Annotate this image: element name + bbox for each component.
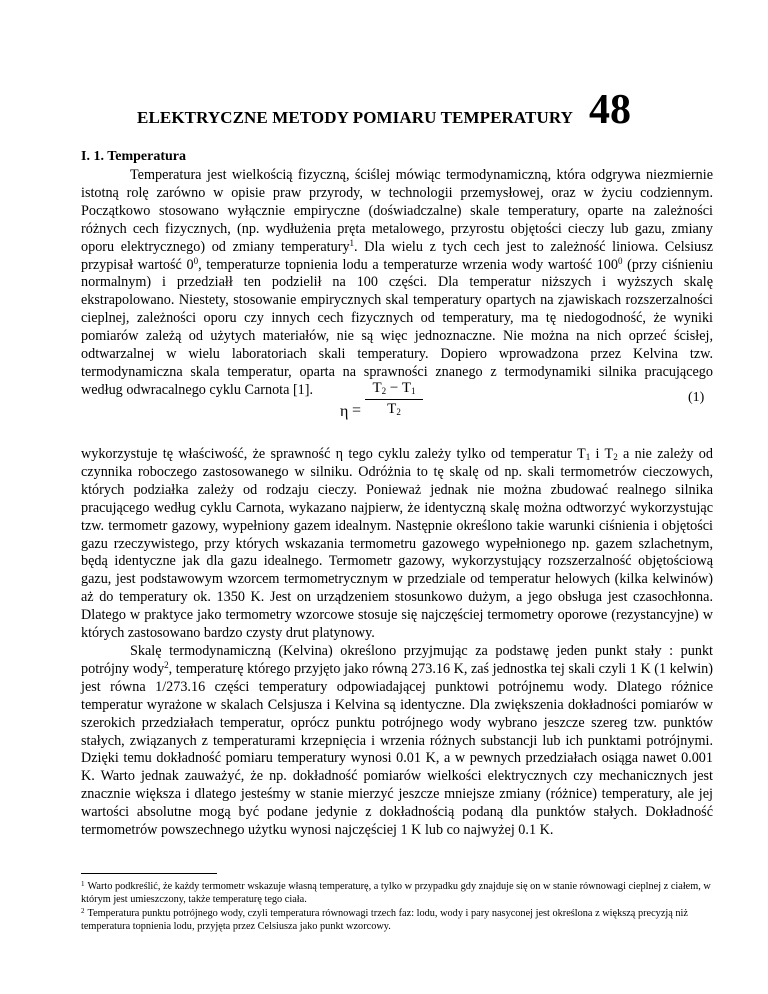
eq-symbol: − T [386,380,412,396]
eq-symbol: T [387,401,397,417]
text-run: (przy ciśnieniu normalnym) i przedziałł ten podzielił na 100 części. Dla temperatur niższych i wyższych skalę ekstrapolowano. Niestety, stosowanie empirycznych skal temperatury opartych na zjawiskach rozszerzalności cieplnej, zależności oporu czy innych cech fizycznych od temperatury, ma tę niedogodność, że wyniki pomiarów zależą od użytych materiałów, nie są więc jednoznaczne. Nie można na nich oprzeć ścisłej, odtwarzalnej w wielu laboratoriach skali temperatury. Dopiero wprowadzona przez Kelvina tzw. termodynamiczna skala temperatur, oparta na sprawności znanego z termodynamiki silnika pracującego według odwracalnego cyklu Carnota [1]. [81,256,713,398]
footnote-divider [81,873,217,874]
text-run: wykorzystuje tę właściwość, że sprawność η tego cyklu zależy tylko od temperatur T [81,446,586,462]
equation-equals: = [352,402,362,419]
paragraph-1 [81,167,713,400]
eq-symbol: T [372,380,382,396]
text-run: , temperaturze topnienia lodu a temperaturze wrzenia wody wartość 100 [198,256,618,273]
paragraph-2-text [81,446,713,643]
chapter-number: 48 [588,87,631,133]
degree-mark: 0 [617,255,623,266]
paragraph-2-3 [81,446,713,840]
footnote-text: Temperatura punktu potrójnego wody, czyli temperatura równowagi trzech faz: lodu, wody i pary nasyconej jest określona z większą precyzją niż temperatura topnienia lodu, przyjęta przez Celsiusza jako punkt wzorcowy. [81,907,688,933]
text-run: Skalę termodynamiczną (Kelvina) określono przyjmując za podstawę jeden punkt stały : punkt potrójny wody [81,642,713,677]
paragraph-1-text [81,167,713,400]
equation-denominator [364,401,424,418]
section-heading: I. 1. Temperatura [81,149,186,164]
text-run: Temperatura jest wielkością fizyczną, ściślej mówiąc termodynamiczną, która odgrywa niezmiernie istotną rolę zarówno w opisie praw przyrody, w technologii przemysłowej, oraz w życiu codziennym. Początkowo stosowano wyłącznie empiryczne (doświadczalne) skale temperatury, oparte na zależności różnych cech fizycznych, (np. wydłużenia pręta metalowego, przyrostu objętości cieczy lub gazu, zmiany oporu elektrycznego) od zmiany temperatury [81,167,713,255]
footnotes [81,880,713,934]
fraction-bar [365,399,423,400]
page-title: ELEKTRYCZNE METODY POMIARU TEMPERATURY [137,108,573,127]
footnote-1 [81,880,713,907]
title-row [0,86,768,134]
equation-numerator [364,380,424,397]
text-run: , temperaturę którego przyjęto jako równą 273.16 K, zaś jednostka tej skali czyli 1 K (1 kelwin) jest równa 1/273.16 części temperatury odpowiadającej punktowi potrójnemu wody. Dlatego różnice temperatur wyrażone w skalach Celsjusza i Kelvina są identyczne. Dla zwiększenia dokładności pomiarów w szerokich przedziałach temperatur, oprócz punktu potrójnego wody wybrano jeszcze szereg tzw. punktów stałych, związanych z temperaturami krzepnięcia i wrzenia różnych substancji lub ich punktami potrójnymi. Dzięki temu dokładność pomiaru temperatury wynosi 0.01 K, a w pewnych przedziałach osiąga nawet 0.001 K. Warto jednak zauważyć, że np. dokładność pomiarów wielkości elektrycznych czy mechanicznych jest znacznie większa i dlatego jesteśmy w stanie mierzyć jeszcze mniejsze zmiany (różnice) temperatury, ale jej wartości absolutne mogą być podane jedynie z dokładnością podaną dla punktów stałych. Dokładność termometrów powszechnego użytku wynosi najczęściej 1 K lub co najwyżej 0.1 K. [81,660,713,839]
text-run: a nie zależy od czynnika roboczego zastosowanego w silniku. Odróżnia to tę skalę od np. skali termometrów cieczowych, których podziałka zależy od rodzaju cieczy. Ponieważ jednak nie można zbudować realnego silnika pracującego według cyklu Carnota, wykazano najpierw, że identyczną skalę można odtworzyć wykorzystując tzw. termometr gazowy, wypełniony gazem idealnym. Następnie określono takie warunki ciśnienia i objętości gazu rzeczywistego, przy których wskazania termometru gazowego wypełnionego np. gazem szlachetnym, będą identyczne jak dla gazu idealnego. Termometr gazowy, wykorzystujący rozszerzalność objętościową gazu, jest podstawowym wzorcem termometrycznym w przedziale od temperatur helowych (kilka kelwinów) aż do temperatury ok. 1350 K. Jest on urządzeniem stosunkowo dużym, a jego obsługa jest czasochłonna. Dlatego w praktyce jako termometry wzorcowe stosuje się najczęściej termometry oporowe (rezystancyjne) w których zastosowano bardzo czysty drut platynowy. [81,446,713,642]
footnote-ref-2: 2 [164,659,169,670]
eq-subscript: 2 [396,407,401,417]
footnote-2 [81,907,713,934]
footnote-ref-1: 1 [349,237,355,248]
text-run: i T [590,446,614,462]
equation-eta: η [340,403,349,420]
degree-mark: 0 [193,255,199,266]
footnote-mark: 2 [81,906,85,915]
equation-number: (1) [688,390,705,405]
equation-1 [0,376,768,446]
subscript: 1 [585,452,591,462]
subscript: 2 [613,452,618,462]
footnote-mark: 1 [81,880,85,888]
eq-subscript: 1 [411,386,416,396]
paragraph-3-text [81,643,713,840]
eq-subscript: 2 [381,386,387,396]
text-run: . Dla wielu z tych cech jest to zależność liniowa. Celsiusz przypisał wartość 0 [81,238,714,273]
footnote-text: Warto podkreślić, że każdy termometr wskazuje własną temperaturę, a tylko w przypadku gdy znajduje się on w stanie równowagi cieplnej z ciałem, w którym jest umieszczony, także temperaturę tego ciała. [81,881,711,906]
